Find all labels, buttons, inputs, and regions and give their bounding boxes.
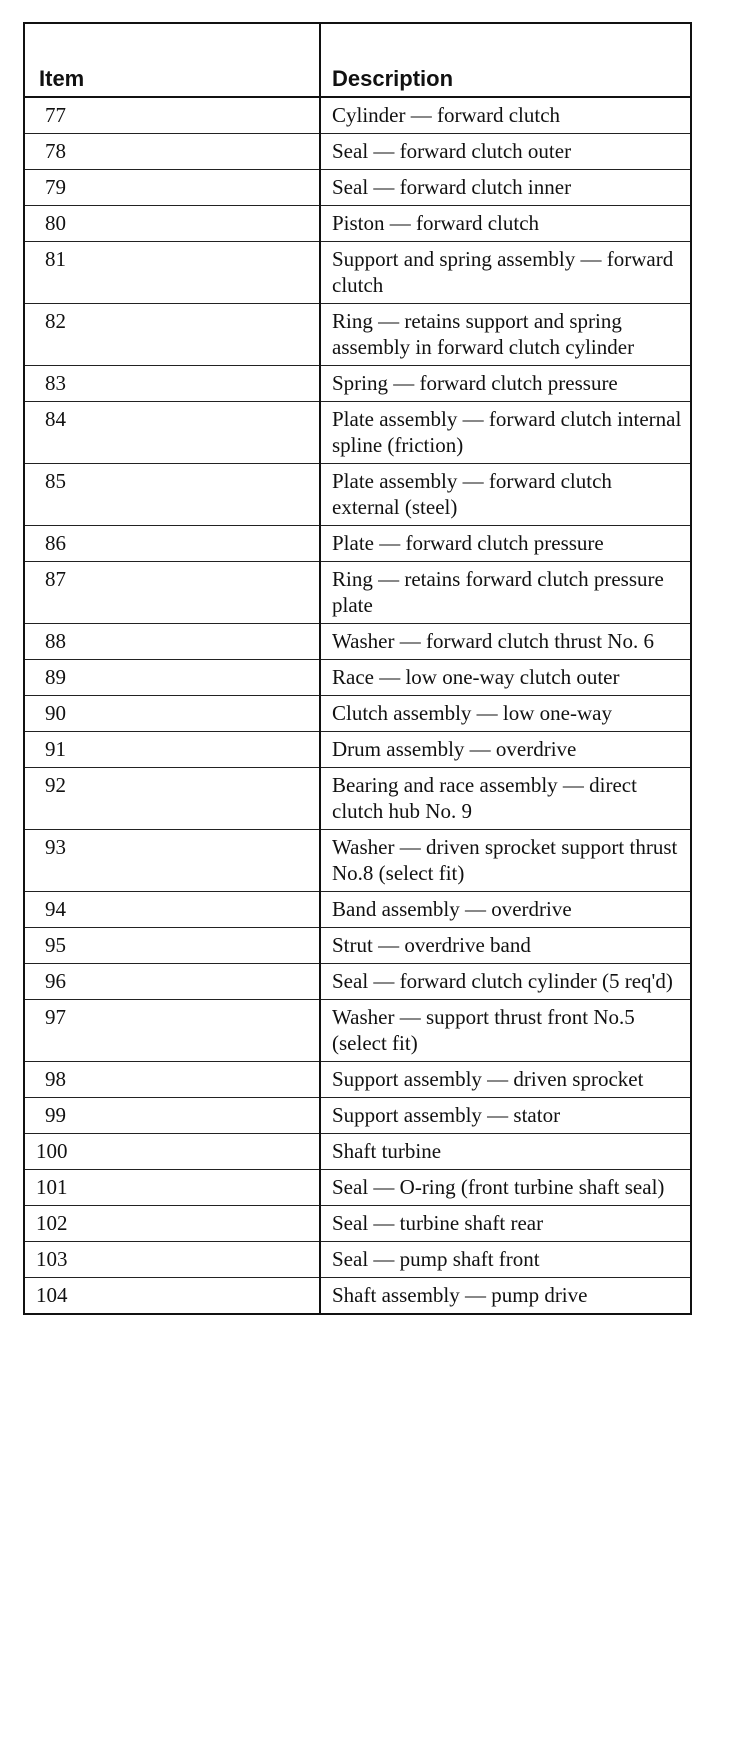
item-number-cell: 96: [24, 964, 320, 1000]
description-cell: Seal — O-ring (front turbine shaft seal): [320, 1170, 691, 1206]
table-row: [24, 1134, 691, 1170]
item-number-cell: 80: [24, 206, 320, 242]
item-number-cell: 93: [24, 830, 320, 892]
description-cell: Ring — retains forward clutch pressure plate: [320, 562, 691, 624]
description-cell: Band assembly — overdrive: [320, 892, 691, 928]
description-cell: Bearing and race assembly — direct clutch hub No. 9: [320, 768, 691, 830]
description-cell: Shaft turbine: [320, 1134, 691, 1170]
table-row: [24, 1242, 691, 1278]
description-cell: Strut — overdrive band: [320, 928, 691, 964]
description-cell: Seal — forward clutch inner: [320, 170, 691, 206]
description-cell: Washer — driven sprocket support thrust No.8 (select fit): [320, 830, 691, 892]
description-cell: Seal — turbine shaft rear: [320, 1206, 691, 1242]
table-row: [24, 170, 691, 206]
item-number-cell: 81: [24, 242, 320, 304]
table-row: [24, 1170, 691, 1206]
item-number-cell: 97: [24, 1000, 320, 1062]
table-row: [24, 1206, 691, 1242]
description-cell: Support assembly — driven sprocket: [320, 1062, 691, 1098]
description-cell: Washer — forward clutch thrust No. 6: [320, 624, 691, 660]
table-row: [24, 562, 691, 624]
table-row: [24, 660, 691, 696]
description-cell: Seal — pump shaft front: [320, 1242, 691, 1278]
table-row: [24, 768, 691, 830]
table-row: [24, 696, 691, 732]
table-row: [24, 1278, 691, 1315]
item-number-cell: 98: [24, 1062, 320, 1098]
description-cell: Support and spring assembly — forward clutch: [320, 242, 691, 304]
table-body: [24, 97, 691, 1314]
description-cell: Seal — forward clutch cylinder (5 req'd): [320, 964, 691, 1000]
table-row: [24, 732, 691, 768]
item-number-cell: 102: [24, 1206, 320, 1242]
table-row: [24, 206, 691, 242]
description-cell: Ring — retains support and spring assembly in forward clutch cylinder: [320, 304, 691, 366]
item-number-cell: 79: [24, 170, 320, 206]
table-row: [24, 402, 691, 464]
description-cell: Plate — forward clutch pressure: [320, 526, 691, 562]
item-number-cell: 92: [24, 768, 320, 830]
table-row: [24, 624, 691, 660]
item-number-cell: 83: [24, 366, 320, 402]
description-cell: Drum assembly — overdrive: [320, 732, 691, 768]
table-row: [24, 830, 691, 892]
table-row: [24, 964, 691, 1000]
table-row: [24, 526, 691, 562]
item-number-cell: 77: [24, 97, 320, 134]
item-number-cell: 100: [24, 1134, 320, 1170]
table-row: [24, 134, 691, 170]
description-cell: Washer — support thrust front No.5 (select fit): [320, 1000, 691, 1062]
item-number-cell: 89: [24, 660, 320, 696]
table-row: [24, 928, 691, 964]
table-row: [24, 97, 691, 134]
item-number-cell: 85: [24, 464, 320, 526]
description-cell: Seal — forward clutch outer: [320, 134, 691, 170]
description-cell: Shaft assembly — pump drive: [320, 1278, 691, 1315]
description-cell: Race — low one-way clutch outer: [320, 660, 691, 696]
description-column-header: Description: [320, 23, 691, 97]
item-number-cell: 86: [24, 526, 320, 562]
item-number-cell: 84: [24, 402, 320, 464]
table-row: [24, 304, 691, 366]
description-cell: Cylinder — forward clutch: [320, 97, 691, 134]
description-cell: Clutch assembly — low one-way: [320, 696, 691, 732]
description-cell: Piston — forward clutch: [320, 206, 691, 242]
item-number-cell: 78: [24, 134, 320, 170]
table-row: [24, 1000, 691, 1062]
table-row: [24, 366, 691, 402]
item-number-cell: 99: [24, 1098, 320, 1134]
description-cell: Plate assembly — forward clutch external (steel): [320, 464, 691, 526]
item-number-cell: 90: [24, 696, 320, 732]
item-number-cell: 95: [24, 928, 320, 964]
header-row: [24, 23, 691, 97]
table-row: [24, 1062, 691, 1098]
description-cell: Plate assembly — forward clutch internal spline (friction): [320, 402, 691, 464]
item-number-cell: 101: [24, 1170, 320, 1206]
item-number-cell: 104: [24, 1278, 320, 1315]
item-number-cell: 103: [24, 1242, 320, 1278]
parts-table: [23, 22, 692, 1315]
table-row: [24, 464, 691, 526]
item-number-cell: 91: [24, 732, 320, 768]
description-cell: Spring — forward clutch pressure: [320, 366, 691, 402]
item-number-cell: 87: [24, 562, 320, 624]
table-row: [24, 892, 691, 928]
item-number-cell: 88: [24, 624, 320, 660]
item-column-header: Item: [24, 23, 320, 97]
item-number-cell: 94: [24, 892, 320, 928]
item-number-cell: 82: [24, 304, 320, 366]
table-row: [24, 1098, 691, 1134]
description-cell: Support assembly — stator: [320, 1098, 691, 1134]
table-row: [24, 242, 691, 304]
